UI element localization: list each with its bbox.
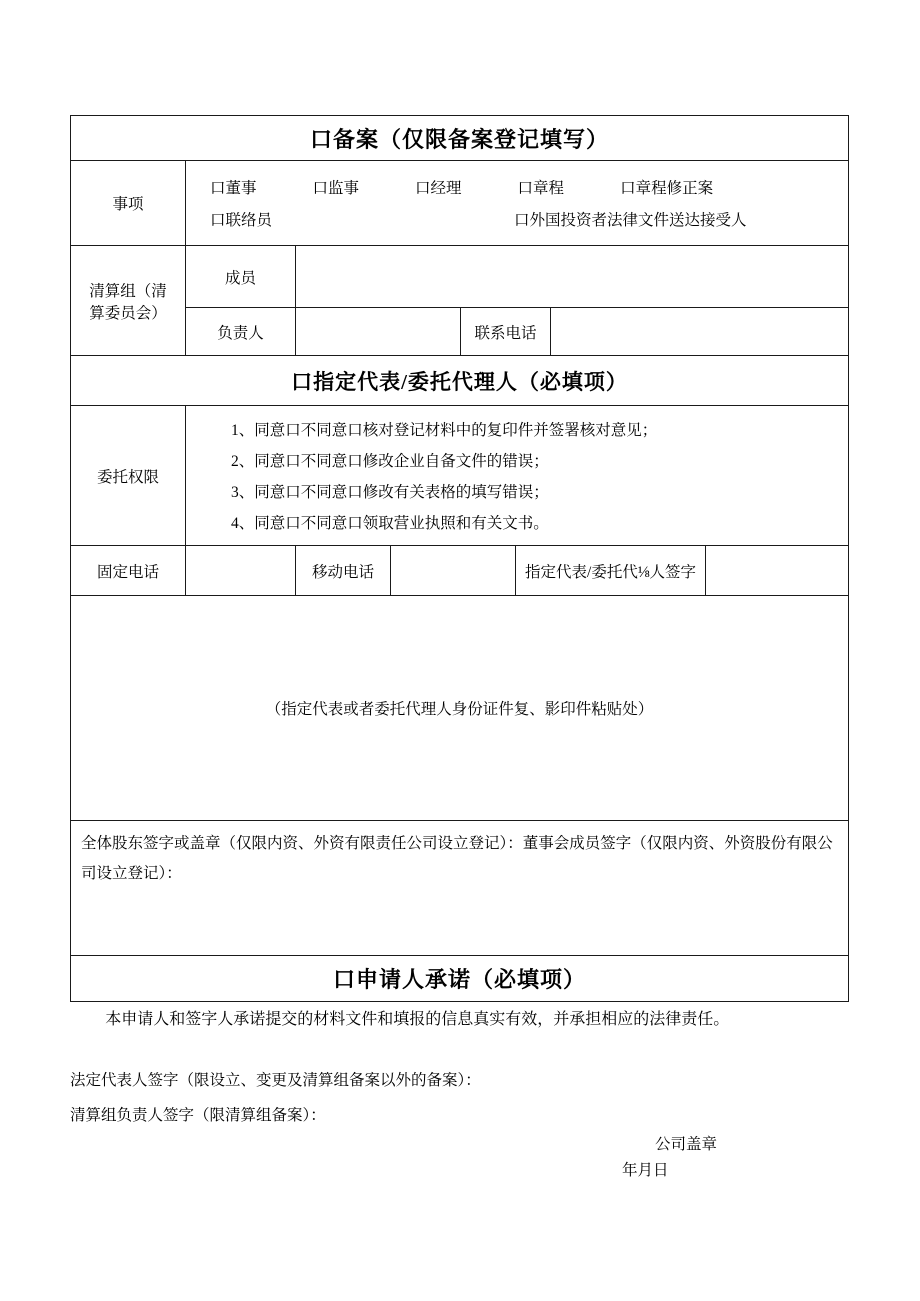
fixed-phone-value-cell <box>186 546 296 595</box>
members-value-cell <box>296 246 848 307</box>
mobile-phone-label: 移动电话 <box>296 546 391 595</box>
agent-header-title: 口指定代表/委托代理人（必填项） <box>291 369 628 394</box>
phones-row <box>71 546 848 596</box>
authority-item-1: 1、同意口不同意口核对登记材料中的复印件并签署核对意见； <box>231 422 658 439</box>
leader-label: 负责人 <box>186 308 296 355</box>
agent-signature-label: 指定代表/委托代⅛人签字 <box>516 546 706 595</box>
authority-item-3: 3、同意口不同意口修改有关表格的填写错误； <box>231 484 549 501</box>
registration-form-table <box>70 115 849 1002</box>
checkbox-option-liaison: 口联络员 <box>210 211 273 229</box>
matters-options-line1 <box>186 176 848 198</box>
matters-options-line2 <box>186 208 848 230</box>
authority-row <box>71 406 848 546</box>
checkbox-option-manager: 口经理 <box>415 180 462 198</box>
checkbox-option-foreign-investor-recipient: 口外国投资者法律文件送达接受人 <box>514 211 747 229</box>
authority-items <box>186 406 848 545</box>
authority-item-2: 2、同意口不同意口修改企业自备文件的错误； <box>231 453 549 470</box>
matters-label: 事项 <box>71 161 186 245</box>
checkbox-option-charter-amendment: 口章程修正案 <box>620 180 714 198</box>
leader-value-cell <box>296 308 461 355</box>
promise-header-row <box>71 956 848 1001</box>
authority-label: 委托权限 <box>71 406 186 545</box>
liquidation-members-subrow <box>186 246 848 308</box>
liquidation-leader-signature-line: 清算组负责人签字（限清算组备案）： <box>70 1107 326 1124</box>
shareholders-row <box>71 821 848 956</box>
date-line: 年月日 <box>622 1162 669 1179</box>
contact-phone-label: 联系电话 <box>461 308 551 355</box>
applicant-promise-text: 本申请人和签字人承诺提交的材料文件和填报的信息真实有效，并承担相应的法律责任。 <box>105 1011 730 1028</box>
matters-options <box>186 161 848 245</box>
liquidation-group-detail <box>186 246 848 355</box>
contact-phone-value-cell <box>551 308 848 355</box>
authority-item-4: 4、同意口不同意口领取营业执照和有关文书。 <box>231 515 549 532</box>
id-paste-row <box>71 596 848 821</box>
filing-header-title: 口备案（仅限备案登记填写） <box>309 126 609 152</box>
fixed-phone-label: 固定电话 <box>71 546 186 595</box>
company-seal-line: 公司盖章 <box>655 1136 718 1153</box>
shareholders-note: 全体股东签字或盖章（仅限内资、外资有限责任公司设立登记）：董事会成员签字（仅限内资、外资股份有限公司设立登记）： <box>81 835 833 883</box>
members-label: 成员 <box>186 246 296 307</box>
mobile-phone-value-cell <box>391 546 516 595</box>
matters-row <box>71 161 848 246</box>
promise-header-title: 口申请人承诺（必填项） <box>332 967 586 992</box>
filing-header-row <box>71 116 848 161</box>
liquidation-leader-subrow <box>186 308 848 355</box>
agent-header-row <box>71 356 848 406</box>
liquidation-group-label: 清算组（清算委员会） <box>71 246 186 355</box>
agent-signature-value-cell <box>706 546 848 595</box>
checkbox-option-supervisor: 口监事 <box>312 180 360 198</box>
checkbox-option-charter: 口章程 <box>517 180 565 198</box>
legal-representative-signature-line: 法定代表人签字（限设立、变更及清算组备案以外的备案）： <box>70 1072 481 1089</box>
liquidation-group-row <box>71 246 848 356</box>
id-paste-note: （指定代表或者委托代理人身份证件复、影印件粘贴处） <box>265 701 654 718</box>
checkbox-option-director: 口董事 <box>210 180 257 198</box>
